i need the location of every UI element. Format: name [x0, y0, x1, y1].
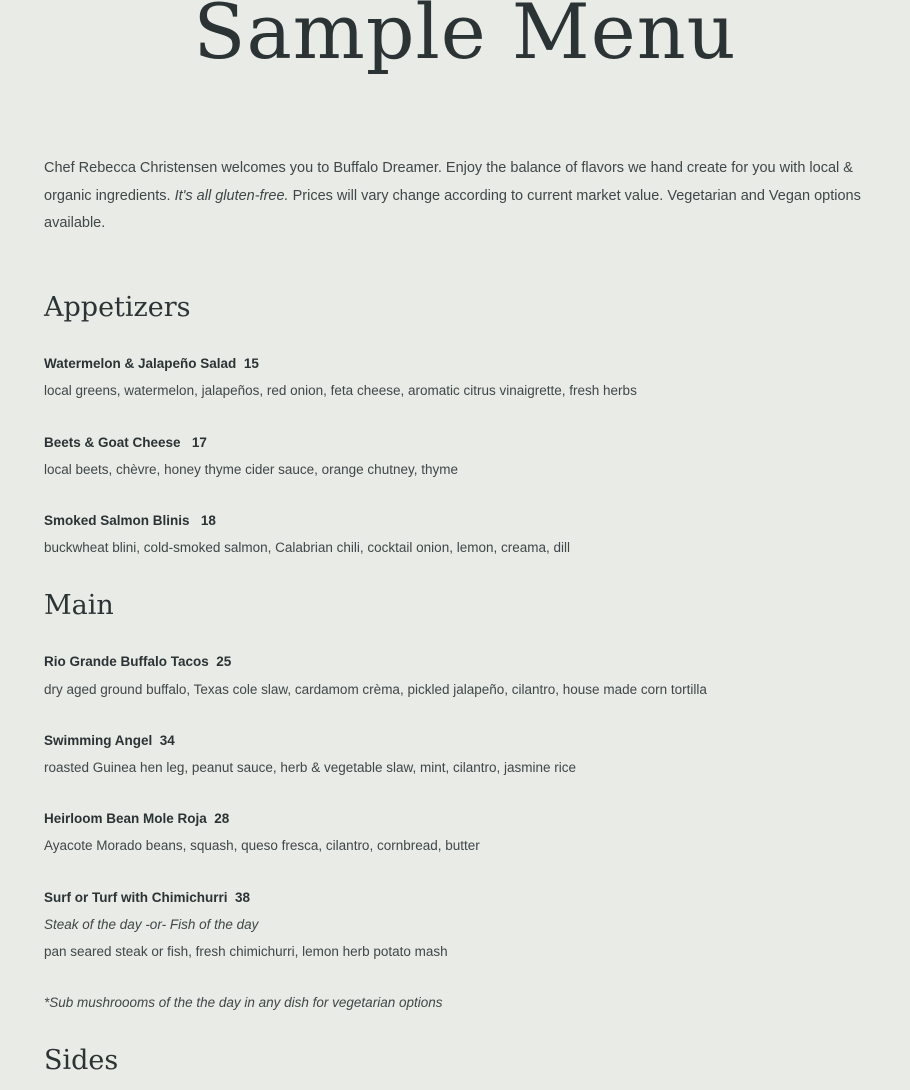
menu-item-title: [44, 810, 229, 828]
menu-item-title: [44, 355, 259, 373]
item-name: Heirloom Bean Mole Roja: [44, 811, 207, 826]
section-heading-main: Main: [44, 590, 114, 621]
menu-item-title: [44, 889, 250, 907]
item-description: local greens, watermelon, jalapeños, red onion, feta cheese, aromatic citrus vinaigrette, fresh herbs: [44, 383, 637, 398]
menu-item-title: [44, 512, 216, 530]
item-description: pan seared steak or fish, fresh chimichurri, lemon herb potato mash: [44, 944, 448, 959]
item-price: 18: [200, 513, 216, 528]
vegetarian-note: *Sub mushroooms of the the day in any dish for vegetarian options: [44, 995, 443, 1010]
item-price: 17: [191, 435, 207, 450]
item-name: Surf or Turf with Chimichurri: [44, 890, 228, 905]
item-name: Watermelon & Jalapeño Salad: [44, 356, 237, 371]
section-heading-sides: Sides: [44, 1045, 119, 1076]
item-price: 34: [159, 733, 175, 748]
intro-text-2: Prices will vary change according to current market value. Vegetarian and Vegan options available.: [44, 187, 861, 231]
item-description: dry aged ground buffalo, Texas cole slaw, cardamom crèma, pickled jalapeño, cilantro, house made corn tortilla: [44, 682, 707, 697]
item-name: Smoked Salmon Blinis: [44, 513, 190, 528]
item-description: Ayacote Morado beans, squash, queso fresca, cilantro, cornbread, butter: [44, 838, 480, 853]
page-title: Sample Menu: [193, 0, 737, 76]
item-subtitle: Steak of the day -or- Fish of the day: [44, 917, 259, 932]
intro-gluten-free: It's all gluten-free.: [174, 187, 289, 204]
menu-item-title: [44, 434, 207, 452]
item-description: local beets, chèvre, honey thyme cider sauce, orange chutney, thyme: [44, 462, 458, 477]
menu-item-title: [44, 732, 175, 750]
item-price: 28: [214, 811, 230, 826]
item-name: Rio Grande Buffalo Tacos: [44, 654, 209, 669]
menu-item-title: [44, 653, 231, 671]
item-description: roasted Guinea hen leg, peanut sauce, herb & vegetable slaw, mint, cilantro, jasmine rice: [44, 760, 577, 775]
item-price: 38: [235, 890, 251, 905]
item-name: Swimming Angel: [44, 733, 153, 748]
section-heading-appetizers: Appetizers: [44, 292, 191, 323]
item-description: buckwheat blini, cold-smoked salmon, Calabrian chili, cocktail onion, lemon, creama, dill: [44, 540, 570, 555]
item-price: 25: [216, 654, 232, 669]
item-name: Beets & Goat Cheese: [44, 435, 181, 450]
intro-text-1: Chef Rebecca Christensen welcomes you to Buffalo Dreamer. Enjoy the balance of flavors we hand create for you with local & organic ingredients.: [44, 160, 853, 204]
item-price: 15: [243, 356, 259, 371]
intro-paragraph: [44, 155, 894, 238]
